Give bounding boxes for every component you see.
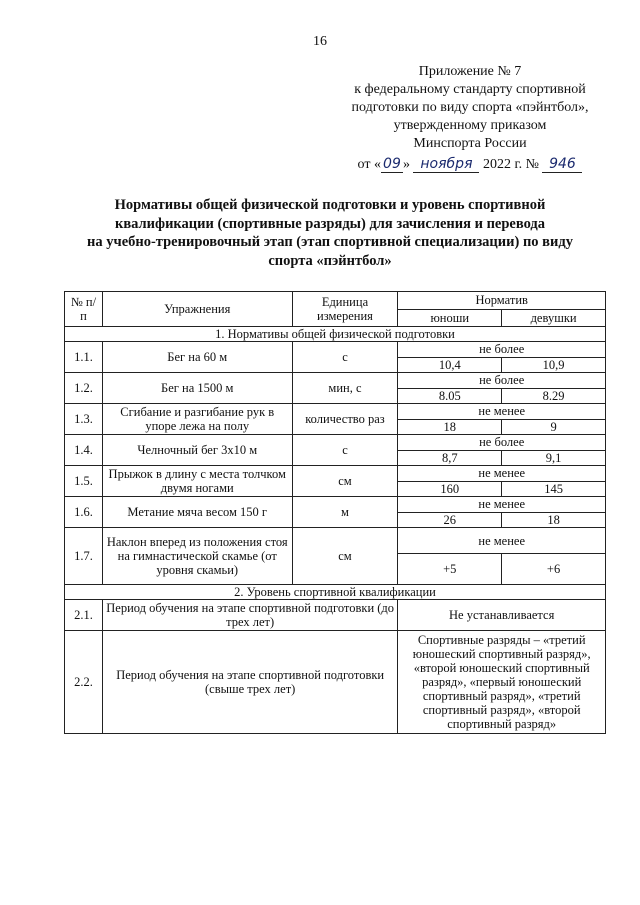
header-unit: Единица измерения bbox=[292, 292, 398, 327]
header-norm: Норматив bbox=[398, 292, 606, 310]
section-row bbox=[65, 327, 606, 342]
table-row bbox=[65, 373, 606, 389]
row-num: 2.2. bbox=[65, 631, 103, 734]
handwritten-order-number: 946 bbox=[542, 156, 582, 173]
row-boys: 26 bbox=[398, 512, 502, 528]
title-line: Нормативы общей физической подготовки и уровень спортивной bbox=[114, 197, 546, 213]
row-qualification: Не устанавливается bbox=[398, 600, 606, 631]
row-condition: не более bbox=[398, 342, 606, 358]
row-period: Период обучения на этапе спортивной подготовки (свыше трех лет) bbox=[102, 631, 397, 734]
document-title bbox=[70, 196, 590, 270]
table-row bbox=[65, 435, 606, 451]
row-boys: +5 bbox=[398, 554, 502, 585]
row-num: 1.1. bbox=[65, 342, 103, 373]
row-girls: 9 bbox=[502, 419, 606, 435]
row-girls: +6 bbox=[502, 554, 606, 585]
appendix-block bbox=[330, 63, 610, 174]
qualification-row bbox=[65, 600, 606, 631]
row-condition: не менее bbox=[398, 497, 606, 513]
qualification-row bbox=[65, 631, 606, 734]
row-exercise: Прыжок в длину с места толчком двумя ногами bbox=[102, 466, 292, 497]
header-exercise: Упражнения bbox=[102, 292, 292, 327]
year-text: 2022 г. № bbox=[482, 157, 539, 172]
row-exercise: Сгибание и разгибание рук в упоре лежа на полу bbox=[102, 404, 292, 435]
row-girls: 18 bbox=[502, 512, 606, 528]
row-num: 2.1. bbox=[65, 600, 103, 631]
row-exercise: Метание мяча весом 150 г bbox=[102, 497, 292, 528]
page-number: 16 bbox=[313, 34, 327, 49]
title-line: спорта «пэйнтбол» bbox=[268, 252, 392, 269]
row-exercise: Бег на 1500 м bbox=[102, 373, 292, 404]
row-exercise: Наклон вперед из положения стоя на гимнастической скамье (от уровня скамьи) bbox=[102, 528, 292, 585]
appendix-line: подготовки по виду спорта «пэйнтбол», bbox=[351, 100, 589, 115]
appendix-date-line bbox=[330, 156, 610, 174]
row-unit: мин, с bbox=[292, 373, 398, 404]
appendix-line: утвержденному приказом bbox=[393, 118, 547, 133]
section-row bbox=[65, 585, 606, 600]
row-girls: 145 bbox=[502, 481, 606, 497]
row-exercise: Бег на 60 м bbox=[102, 342, 292, 373]
header-num: № п/п bbox=[65, 292, 103, 327]
handwritten-day: 09 bbox=[381, 156, 403, 173]
section-title: 1. Нормативы общей физической подготовки bbox=[65, 327, 606, 342]
row-num: 1.2. bbox=[65, 373, 103, 404]
title-line: квалификации (спортивные разряды) для зачисления и перевода bbox=[114, 215, 546, 232]
row-num: 1.3. bbox=[65, 404, 103, 435]
row-num: 1.7. bbox=[65, 528, 103, 585]
row-exercise: Челночный бег 3x10 м bbox=[102, 435, 292, 466]
row-period: Период обучения на этапе спортивной подготовки (до трех лет) bbox=[102, 600, 397, 631]
row-girls: 8.29 bbox=[502, 388, 606, 404]
table-row bbox=[65, 528, 606, 554]
date-mid: » bbox=[402, 157, 410, 172]
date-prefix: от « bbox=[357, 157, 381, 172]
row-unit: м bbox=[292, 497, 398, 528]
row-num: 1.6. bbox=[65, 497, 103, 528]
appendix-line: к федеральному стандарту спортивной bbox=[354, 82, 586, 97]
table-row bbox=[65, 497, 606, 513]
header-row bbox=[65, 292, 606, 310]
appendix-line: Минспорта России bbox=[413, 136, 527, 151]
table-row bbox=[65, 466, 606, 482]
row-condition: не более bbox=[398, 435, 606, 451]
row-qualification: Спортивные разряды – «третий юношеский спортивный разряд», «второй юношеский спортивный разряд», «первый юношеский спортивный разряд», «третий спортивный разряд», «второй спортивный разряд» bbox=[398, 631, 606, 734]
row-num: 1.5. bbox=[65, 466, 103, 497]
row-boys: 8,7 bbox=[398, 450, 502, 466]
row-girls: 9,1 bbox=[502, 450, 606, 466]
row-unit: с bbox=[292, 435, 398, 466]
row-unit: см bbox=[292, 528, 398, 585]
row-unit: количество раз bbox=[292, 404, 398, 435]
row-condition: не более bbox=[398, 373, 606, 389]
title-line: на учебно-тренировочный этап (этап спортивной специализации) по виду bbox=[87, 234, 573, 250]
row-boys: 160 bbox=[398, 481, 502, 497]
header-boys: юноши bbox=[398, 309, 502, 327]
handwritten-month: ноября bbox=[413, 156, 479, 173]
row-girls: 10,9 bbox=[502, 357, 606, 373]
row-unit: см bbox=[292, 466, 398, 497]
row-boys: 10,4 bbox=[398, 357, 502, 373]
row-condition: не менее bbox=[398, 466, 606, 482]
row-unit: с bbox=[292, 342, 398, 373]
row-condition: не менее bbox=[398, 404, 606, 420]
table-row bbox=[65, 404, 606, 420]
row-num: 1.4. bbox=[65, 435, 103, 466]
norms-table bbox=[64, 291, 606, 734]
row-boys: 8.05 bbox=[398, 388, 502, 404]
row-boys: 18 bbox=[398, 419, 502, 435]
row-condition: не менее bbox=[398, 528, 606, 554]
table-row bbox=[65, 342, 606, 358]
section-title: 2. Уровень спортивной квалификации bbox=[65, 585, 606, 600]
appendix-title: Приложение № 7 bbox=[418, 64, 522, 79]
header-girls: девушки bbox=[502, 309, 606, 327]
